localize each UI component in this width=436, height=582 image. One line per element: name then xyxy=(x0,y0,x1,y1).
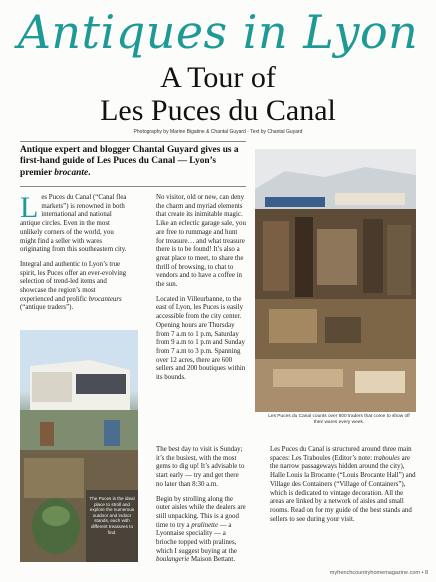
deck-rule-top xyxy=(20,141,246,142)
deck-lead-italic: brocante xyxy=(54,167,89,178)
column-4-paragraph-1 xyxy=(270,446,416,524)
column-1-p1-text: es Puces du Canal (“Canal flea markets”) is renowned in both international and national antique circles. Even in the most unlikely corners of the world, you might find a seller with wares originating from this southeastern city. xyxy=(20,194,127,254)
column-3-paragraph-1: The best day to visit is Sunday; it’s the busiest, with the most gems to dig up! It’s advisable to start early — try and get there no later than 8:30 a.m. xyxy=(156,446,245,488)
column-1-p2-start: Integral and authentic to Lyon’s true spirit, les Puces offer an ever-evolving selection of trend-led items and showcase the region’s most experienced and prolific xyxy=(20,260,127,303)
column-3-p2-italic-2: boulangerie xyxy=(156,556,190,564)
column-3-p2-mid: — a Lyonnaise speciality — a brioche topped with pralines, which I suggest buying at the xyxy=(156,521,237,555)
column-1-paragraph-2 xyxy=(20,261,130,313)
title-line-2: Les Puces du Canal xyxy=(100,94,336,127)
dropcap: L xyxy=(20,191,39,224)
column-2 xyxy=(156,194,246,389)
column-1-p2-end: (“antique traders”). xyxy=(20,304,74,312)
column-1-p2-italic: brocanteurs xyxy=(88,295,122,303)
deck-rule-bottom xyxy=(20,186,246,187)
column-4-p1-start: Les Puces du Canal is structured around three main spaces: Les Traboules (Editor’s note: xyxy=(270,446,412,462)
photo-credits: Photography by Marine Bigatine & Chantal Guyard · Text by Chantal Guyard xyxy=(133,129,303,135)
column-3 xyxy=(156,446,246,571)
page-footer: myfrenchcountryhomemagazine.com • 8 xyxy=(329,570,428,576)
deck-lead-end: . xyxy=(88,167,91,178)
column-3-paragraph-2 xyxy=(156,496,246,566)
column-2-paragraph-2: Located in Villeurbanne, to the east of Lyon, les Puces is easily accessible from the city center. Opening hours are Thursday from 7 a.m to 1 p.m, Saturday from 9 a.m to 1 p.m and Sunday from 7 a.m to 3 p.m. Spanning over 12 acres, there are 600 sellers and 200 boutiques within its bounds. xyxy=(156,295,246,382)
market-stalls-photo xyxy=(255,149,416,412)
column-1 xyxy=(20,191,130,319)
column-4 xyxy=(270,446,416,530)
script-title: Antiques in Lyon xyxy=(17,5,419,59)
column-3-p2-end: Maison Bettant. xyxy=(189,556,236,564)
column-4-p1-end: are the narrow passageways hidden around the city), Halle Louis la Brocante (“Louis Brocante Hall”) and Village des Containers (“Village of Containers”), which is dedicated to vintage decoration. All the areas are linked by a network of aisles and small rooms. Read on for my guide of the best stands and sellers to see during your visit. xyxy=(270,454,416,523)
column-2-paragraph-1: No visitor, old or new, can deny the charm and myriad elements that create its inimitable magic. Like an eclectic garage sale, you are free to rummage and hunt for treasure… and what treasure there is to be found! It’s also a great place to meet, to share the thrill of browsing, to chat to vendors and to have a coffee in the sun. xyxy=(156,194,246,289)
column-3-p2-start: Begin by strolling along the outer aisles while the dealers are still unpacking. This is a good time to try a xyxy=(156,495,246,529)
column-4-p1-italic: traboules xyxy=(373,454,400,462)
market-stalls-illustration xyxy=(255,149,416,412)
column-3-p2-italic-1: pralinette xyxy=(191,521,219,529)
photo-caption-right: Les Puces du Canal counts over 600 traders that come to show off their wares every week. xyxy=(268,414,410,425)
deck xyxy=(20,145,242,179)
title-line-1: A Tour of xyxy=(160,61,276,94)
photo-caption-left: The Puces is the ideal place to stroll and explore the numerous outdoor and indoor stands, each with different treasures to find. xyxy=(89,496,135,535)
column-1-paragraph-1 xyxy=(20,191,130,255)
deck-lead: Antique expert and blogger Chantal Guyard gives us a first-hand guide of Les Puces du Canal — Lyon’s premier xyxy=(20,145,239,178)
